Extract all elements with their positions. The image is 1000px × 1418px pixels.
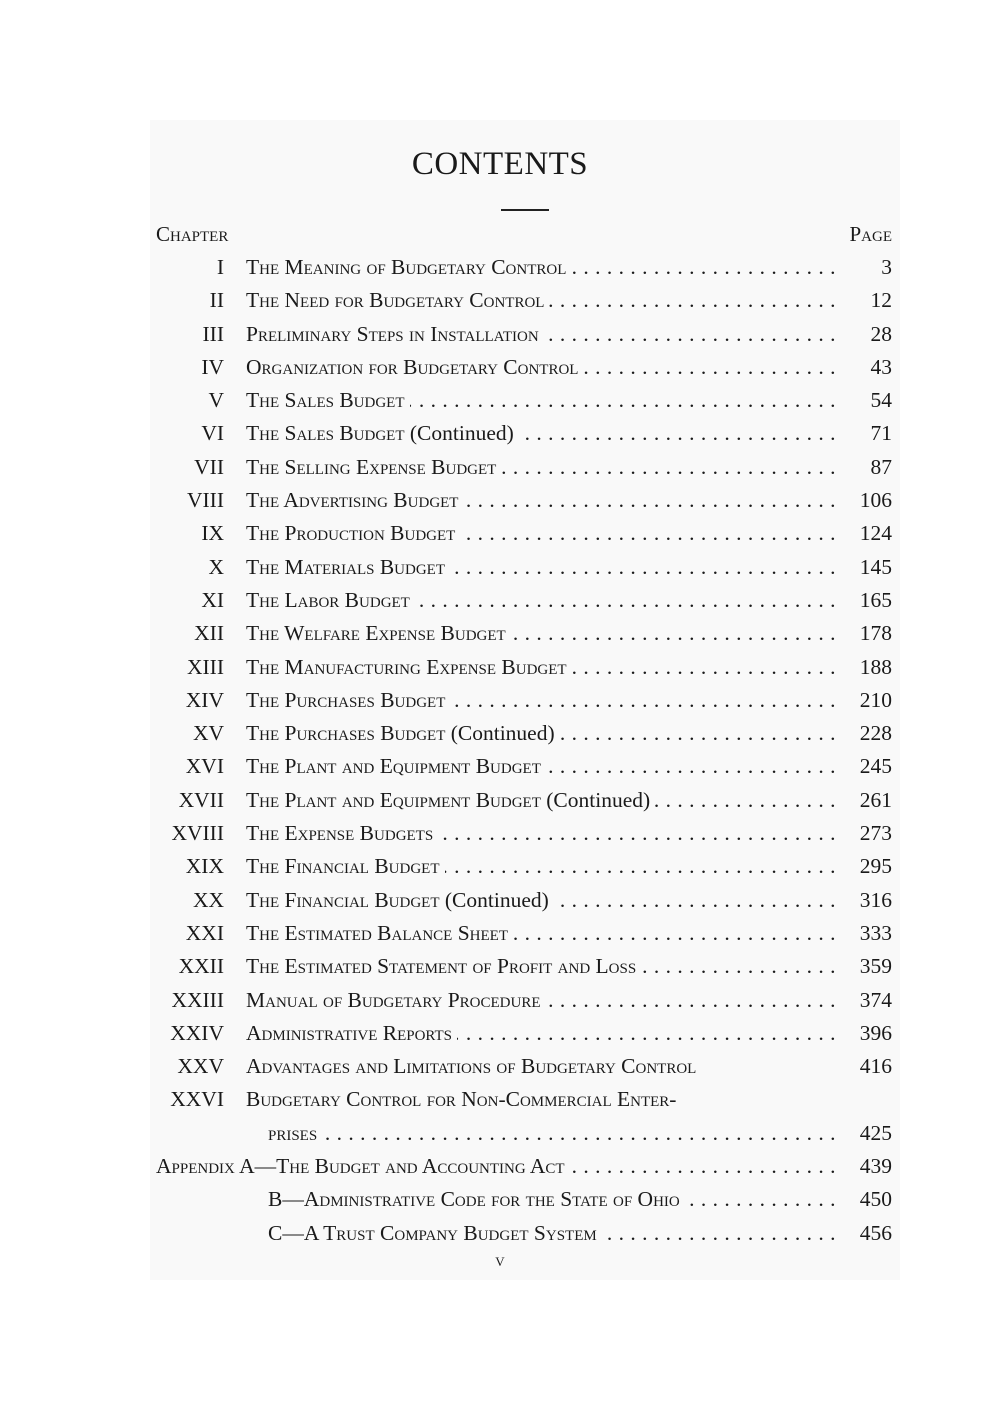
chapter-column-label: Chapter — [156, 222, 229, 246]
title-rule — [501, 209, 549, 211]
toc-row — [0, 1083, 1000, 1116]
chapter-number: XIV — [185, 687, 224, 712]
toc-row — [0, 750, 1000, 783]
chapter-title: Budgetary Control for Non-Commercial Enter- — [246, 1087, 681, 1111]
page-number: 374 — [859, 987, 892, 1012]
chapter-title: The Need for Budgetary Control — [246, 288, 549, 312]
chapter-title: Manual of Budgetary Procedure — [246, 988, 546, 1012]
chapter-number: XX — [192, 887, 224, 912]
page-number: 210 — [859, 687, 892, 712]
toc-row — [0, 551, 1000, 584]
chapter-number: XVII — [178, 787, 224, 812]
toc-row — [0, 984, 1000, 1017]
toc-row-continuation — [0, 1117, 1000, 1150]
page-number: 416 — [859, 1054, 892, 1079]
toc-row — [0, 384, 1000, 417]
page-number: 71 — [870, 421, 892, 446]
chapter-title: Advantages and Limitations of Budgetary Control — [246, 1054, 701, 1078]
appendix-row — [0, 1217, 1000, 1250]
page-number: 396 — [859, 1020, 892, 1045]
page-number: 425 — [859, 1120, 892, 1145]
chapter-title: The Estimated Balance Sheet — [246, 921, 513, 945]
toc-row — [0, 850, 1000, 883]
chapter-number: XVIII — [171, 821, 224, 846]
chapter-title-continuation: prises — [268, 1121, 322, 1145]
toc-row — [0, 717, 1000, 750]
page-number: 165 — [859, 587, 892, 612]
chapter-title: The Financial Budget — [246, 854, 445, 878]
appendix-row — [0, 1183, 1000, 1216]
chapter-number: XXIII — [171, 987, 224, 1012]
page-number: 87 — [870, 454, 892, 479]
chapter-title: The Selling Expense Budget — [246, 455, 501, 479]
chapter-number: I — [216, 255, 224, 279]
toc-row — [0, 617, 1000, 650]
toc-row — [0, 784, 1000, 817]
continued-note: (Continued) — [450, 721, 555, 746]
chapter-number: X — [208, 554, 224, 579]
appendix-row — [0, 1150, 1000, 1183]
chapter-title: The Purchases Budget — [246, 721, 446, 746]
chapter-title: The Sales Budget — [246, 388, 410, 412]
page-number: 439 — [859, 1154, 892, 1179]
chapter-title: The Materials Budget — [246, 555, 450, 579]
page-number: 295 — [859, 854, 892, 879]
toc-row — [0, 417, 1000, 450]
page-title: CONTENTS — [411, 146, 589, 182]
page-column-label: Page — [849, 222, 892, 246]
continued-note: (Continued) — [444, 887, 549, 912]
chapter-title: The Labor Budget — [246, 588, 415, 612]
chapter-title: The Financial Budget — [246, 887, 440, 912]
toc-row — [0, 651, 1000, 684]
chapter-number: XII — [194, 621, 224, 646]
chapter-number: XIX — [185, 854, 224, 879]
chapter-number: XXV — [177, 1054, 224, 1079]
page-number: 228 — [859, 721, 892, 746]
chapter-title: The Welfare Expense Budget — [246, 621, 511, 645]
chapter-number: XVI — [185, 754, 224, 779]
page-number: 3 — [881, 255, 892, 279]
toc-row — [0, 451, 1000, 484]
continued-note: (Continued) — [546, 787, 651, 812]
page-number: 178 — [859, 621, 892, 646]
toc-row — [0, 284, 1000, 317]
page-number: 188 — [859, 654, 892, 679]
chapter-number: XXII — [178, 954, 224, 979]
chapter-title: The Purchases Budget — [246, 688, 450, 712]
page-number: 106 — [859, 488, 892, 513]
page-number: 450 — [859, 1187, 892, 1212]
chapter-title: Preliminary Steps in Installation — [246, 322, 544, 346]
chapter-number: VII — [194, 454, 224, 479]
chapter-title: The Sales Budget — [246, 421, 405, 446]
page-number: 245 — [859, 754, 892, 779]
page-number: 456 — [859, 1220, 892, 1245]
toc-row — [0, 950, 1000, 983]
toc-row — [0, 318, 1000, 351]
chapter-number: II — [209, 288, 224, 313]
chapter-number: VI — [201, 421, 224, 446]
chapter-number: IX — [201, 521, 224, 546]
chapter-number: XXVI — [170, 1087, 224, 1112]
chapter-number: IV — [201, 354, 224, 379]
page-number: 124 — [859, 521, 892, 546]
chapter-title: The Plant and Equipment Budget — [246, 754, 546, 778]
chapter-title: The Advertising Budget — [246, 488, 463, 512]
toc-row — [0, 517, 1000, 550]
chapter-title: Administrative Reports — [246, 1021, 457, 1045]
table-of-contents — [0, 251, 1000, 1250]
toc-row — [0, 917, 1000, 950]
chapter-number: XXIV — [170, 1020, 224, 1045]
toc-row — [0, 351, 1000, 384]
page-number: 261 — [859, 787, 892, 812]
chapter-number: XIII — [186, 654, 224, 679]
appendix-label: Appendix — [156, 1154, 235, 1179]
chapter-title: The Estimated Statement of Profit and Loss — [246, 954, 641, 978]
page-folio: v — [495, 1250, 505, 1271]
chapter-title: The Meaning of Budgetary Control — [246, 255, 571, 279]
appendix-title: B—Administrative Code for the State of Ohio — [268, 1187, 685, 1211]
toc-row — [0, 884, 1000, 917]
chapter-number: XI — [201, 587, 224, 612]
chapter-title: The Expense Budgets — [246, 821, 438, 845]
chapter-number: III — [202, 321, 224, 346]
chapter-number: XV — [192, 721, 224, 746]
toc-row — [0, 1050, 1000, 1083]
chapter-title: The Manufacturing Expense Budget — [246, 655, 572, 679]
chapter-title: Organization for Budgetary Control — [246, 355, 583, 379]
toc-row — [0, 1017, 1000, 1050]
chapter-number: XXI — [185, 920, 224, 945]
appendix-title: A—The Budget and Accounting Act — [239, 1154, 565, 1179]
page-number: 28 — [870, 321, 892, 346]
page-number: 359 — [859, 954, 892, 979]
page-number: 145 — [859, 554, 892, 579]
chapter-title: The Production Budget — [246, 521, 460, 545]
chapter-number: V — [208, 388, 224, 413]
page-number: 43 — [870, 354, 892, 379]
page-number: 273 — [859, 821, 892, 846]
toc-row — [0, 684, 1000, 717]
toc-row — [0, 251, 1000, 284]
page-number: 316 — [859, 887, 892, 912]
appendix-title: C—A Trust Company Budget System — [268, 1221, 602, 1245]
chapter-number: VIII — [186, 488, 224, 513]
toc-row — [0, 584, 1000, 617]
chapter-title: The Plant and Equipment Budget — [246, 787, 541, 812]
page-number: 54 — [870, 388, 892, 413]
continued-note: (Continued) — [409, 421, 514, 446]
page-number: 12 — [870, 288, 892, 313]
page-number: 333 — [859, 920, 892, 945]
toc-row — [0, 484, 1000, 517]
toc-row — [0, 817, 1000, 850]
